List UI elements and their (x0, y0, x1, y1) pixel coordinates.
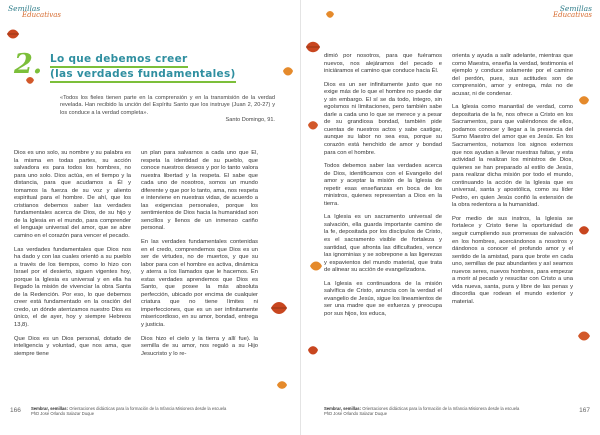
paragraph: La Iglesia es continuadora de la misión salvífica de Cristo, anuncia con la verdad el evangelio de Jesús, sigue los lineamientos de ser una madre que se esfuerza y preocupa por sus hijos, los educa, (324, 280, 442, 317)
quote-source: Santo Domingo, 91. (225, 116, 275, 123)
leaf-icon (6, 28, 20, 40)
series-subtitle: Educativas (22, 11, 61, 19)
paragraph: dimió por nosotros, para que fuéramos nuevos, nos alejáramos del pecado e iniciáramos el camino que conduce hacia Él. (324, 53, 442, 75)
paragraph: Que Dios es un Dios personal, dotado de inteligencia y voluntad, que nos ama, que siempre tiene (14, 335, 131, 357)
leaf-icon (309, 260, 323, 272)
paragraph: La Iglesia es un sacramento universal de salvación, ella guarda importante camino de la fe, depositada por los discípulos de Cristo, es el sacramento visible de fortaleza y santidad, que afronta las dificultades, vence las ignominias y se sobrepone a las ligerezas y espavientos del mundo material, que trata de alinear su acción de evangelizadora. (324, 214, 442, 274)
series-header (553, 5, 592, 19)
footer-author: PhD José Orlando Salazar Duque (31, 411, 95, 416)
series-title: Semillas (559, 4, 592, 13)
series-header (8, 5, 61, 19)
paragraph: Dios hizo el cielo y la tierra y allí fue). la semilla de su amor, nos regaló a su Hijo Jesucristo y lo re- (141, 335, 258, 357)
footer-title: Sembrar, semillas: (31, 406, 69, 411)
series-title: Semillas (8, 4, 41, 13)
epigraph-quote (60, 95, 275, 124)
leaf-icon (282, 66, 294, 77)
paragraph: Dios es un ser infinitamente justo que no exige más de lo que el hombre no puede dar y sin embargo. El sí se da todo, íntegro, sin egoísmos ni limitaciones, pero también sabe darle a cada uno lo que se merece y a pesar de su grandiosa bondad, también pide cuentas de nuestros actos y sabe castigar, aunque su labor no sea esa, porque su corazón está henchido de amor y bondad para con el hombre. (324, 81, 442, 156)
section-number: 2. (14, 49, 43, 80)
paragraph: un plan para salvarnos a cada uno que El, respeta la identidad de su pueblo, que conoce nuestros deseos y por lo tanto valora nuestra libertad y la respeta. El sabe que cada uno de nosotros, somos un mundo diferente y que por lo tanto, ama, nos respeta e interviene en nuestras vidas, de acuerdo a las exigencias personales, porque los sentimientos de Dios hacia la humanidad son sencillos y llenos de un inmenso cariño personal. (141, 150, 258, 232)
page-footer (324, 406, 534, 416)
paragraph: Las verdades fundamentales que Dios nos ha dado y con las cuales orientó a su pueblo a través de los tiempos, como lo hizo con Israel por el desierto, siguen vigentes hoy, porque la Iglesia es universal y en ella ha llegado la misión de vivenciar la obra Santa de la Redención. Por eso, lo que debemos creer está fundamentado en la oración del credo, un dónde aterrizamos nuestro Dios es único, el de ayer, hoy y siempre Hebreos 13,8). (14, 246, 131, 329)
leaf-icon (270, 300, 288, 316)
paragraph: La Iglesia como manantial de verdad, como depositaria de la fe, nos ofrece a Cristo en los Sacramentos, para que valiéndonos de ellos, podamos conocer y llegar a la presencia del Sumo Maestro del amor que es Jesús. En los Sacramentos, notamos los signos externos que nos ayudan a llevar nuestras faltas, y esta actividad la realizan los ministros de Dios, quienes se han preparado al estilo de Jesús, para realizar dicha misión por todo el mundo, continuando la acción de la Iglesia que es universal, santa y apostólica, como su líder Pedro, en quien Jesús confió la extensión de la obra redentora a la humanidad. (452, 104, 573, 209)
right-page (300, 0, 600, 435)
leaf-icon (577, 330, 591, 342)
leaf-icon (305, 40, 321, 54)
text-column-2 (452, 53, 573, 313)
paragraph: Por medio de sus instros, la Iglesia se fortalece y Cristo tiene la oportunidad de seguir cumpliendo sus promesas de salvación en los hombres, acercándonos a nosotros y dándonos a conocer el profundo amor y el sentido de la amistad, para que brote en cada uno, semillas de paz abundantes y así seamos nuevos seres, nuevos hombres, para empezar a morir al pecado y resucitar con Cristo a una vida nueva, santa, pura y libre de las penas y discordia que rodean el mundo exterior y material. (452, 215, 573, 305)
section-title (50, 53, 236, 83)
footer-description: Orientaciones didácticas para la formación de la Infancia Misionera desde la escuela (362, 406, 520, 411)
leaf-icon (276, 380, 288, 390)
paragraph: Dios es uno solo, su nombre y su palabra es la misma en todas partes, su acción salvadora es para todos los hombres, no para uno solo. Dios actúa, en el tiempo y la distancia, para que acudamos a Él y tomamos la fuerza de su voz y aliento espiritual para el hombre. De ahí, que los cristianos debemos saber las verdades fundamentales acerca de Dios, de su hijo y de la Iglesia en el mundo, para comprender el lenguaje universal del amor, que se abre camino en el corazón para vencer el pecado. (14, 150, 131, 240)
series-subtitle: Educativas (553, 11, 592, 19)
page-number: 166 (10, 407, 21, 414)
leaf-icon (578, 95, 590, 106)
text-column-2 (141, 150, 258, 364)
footer-description: Orientaciones didácticas para la formación de la Infancia Misionera desde la escuela (69, 406, 227, 411)
paragraph: Todos debemos saber las verdades acerca de Dios, identificamos con el Evangelio del amor y aceptar la misión de la Iglesia de repetir esas enseñanzas en boca de los ministros, quienes representan a Dios en la tierra. (324, 163, 442, 207)
quote-text: «Todos los fieles tienen parte en la comprensión y en la transmisión de la verdad revelada. Han recibido la unción del Espíritu Santo que los instruye (Juan 2, 20-27) y los conduce a la verdad completa». (60, 95, 275, 116)
paragraph: orienta y ayuda a salir adelante, mientras que como Maestra, enseña la verdad, testimonia el ejemplo y conduce solamente por el camino del perdón, pues, sus actitudes son de comprensión, amor y entrega, más no de acusar, ni de condenar. (452, 53, 573, 97)
leaf-icon (325, 10, 335, 19)
footer-author: PhD José Orlando Salazar Duque (324, 411, 388, 416)
footer-title: Sembrar, semillas: (324, 406, 362, 411)
title-line-2: (las verdades fundamentales) (50, 68, 236, 83)
title-line-1: Lo que debemos creer (50, 53, 188, 68)
leaf-icon (578, 225, 590, 236)
leaf-icon (307, 120, 319, 131)
page-number: 167 (579, 407, 590, 414)
text-column-1 (324, 53, 442, 325)
page-footer (31, 406, 241, 416)
text-column-1 (14, 150, 131, 364)
leaf-icon (307, 345, 319, 356)
paragraph: En las verdades fundamentales contenidas en el credo, comprendemos que Dios es un ser de virtudes, no de muertos, y que su labor para con el hombre es activa, dinámica y aterra a los llamados que le hacemos. En estas verdades aprendemos que Dios es Santo, que posee la más absoluta perfección, ubicado por encima de cualquier criatura que no tiene límites ni imperfecciones, que es un ser infinitamente misericordioso, en su amor, bondad, entrega y justicia. (141, 239, 258, 329)
